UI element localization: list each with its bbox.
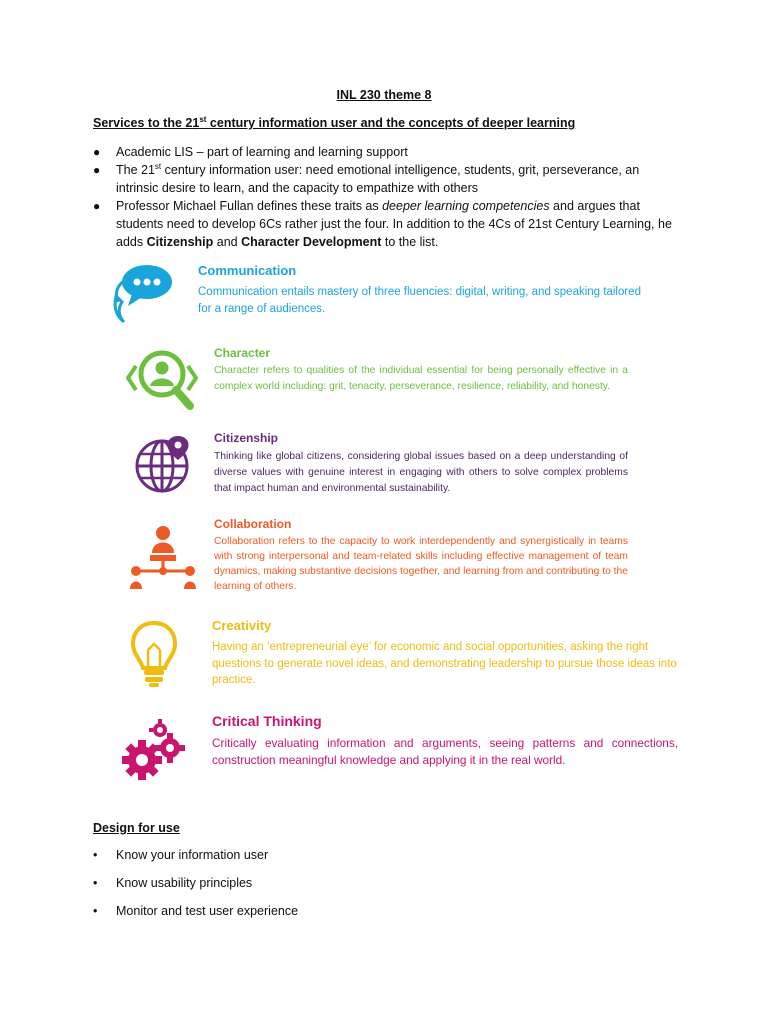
globe-pin-icon (132, 434, 194, 494)
bullet-text-post: century information user: need emotional intelligence, students, grit, perseverance, an intrinsic desire to learn, and the capacity to empathize with others (116, 163, 640, 195)
bullet-text: Academic LIS – part of learning and learning support (116, 145, 408, 159)
lightbulb-icon (130, 620, 178, 688)
creativity-title: Creativity (212, 618, 272, 633)
design-item (93, 903, 298, 931)
bullet-item (93, 161, 683, 197)
collaboration-title: Collaboration (214, 517, 292, 531)
citizenship-desc: Thinking like global citizens, considering global issues based on a deep understanding of diverse values with genuine interest in engaging with others to solve complex problems that impact human and environmental sustainability. (214, 451, 628, 494)
design-item (93, 847, 298, 875)
bullet-text-end: to the list. (381, 235, 439, 249)
bullet-sup: st (154, 161, 162, 171)
design-item-text: Know usability principles (116, 876, 253, 890)
bullet-dot-icon: ● (93, 145, 101, 159)
bullet-italic: deeper learning competencies (382, 199, 550, 213)
character-title: Character (214, 346, 271, 360)
character-desc: Character refers to qualities of the individual essential for being personally effective in a complex world including: grit, tenacity, perseverance, resilience, reliability, and honesty. (214, 365, 628, 392)
document-title: INL 230 theme 8 (336, 88, 432, 102)
subtitle-pre: Services to the 21 (93, 116, 200, 131)
bullet-dot-icon: • (93, 848, 98, 862)
gears-icon (120, 718, 190, 784)
design-item-text: Know your information user (116, 848, 269, 862)
critical-thinking-desc: Critically evaluating information and arguments, seeing patterns and connections, construction meaningful knowledge and applying it in the real world. (212, 736, 678, 767)
bullet-bold-citizenship: Citizenship (146, 235, 214, 249)
design-heading: Design for use (93, 821, 180, 835)
bullet-text-pre: The 21 (116, 163, 155, 177)
section-heading (93, 115, 575, 130)
creativity-desc: Having an ‘entrepreneurial eye’ for economic and social opportunities, asking the right questions to generate novel ideas, and demonstrating leadership to pursue those ideas into practice. (212, 641, 677, 686)
bullet-dot-icon: • (93, 876, 98, 890)
bullet-text-and: and (213, 235, 242, 249)
team-network-icon (128, 525, 198, 591)
bullet-bold-character: Character Development (241, 235, 382, 249)
subtitle-sup: st (199, 115, 207, 124)
bullet-item (93, 197, 683, 251)
critical-thinking-title: Critical Thinking (212, 713, 322, 729)
collaboration-desc: Collaboration refers to the capacity to work interdependently and synergistically in teams with strong interpersonal and team-related skills including effective management of team dynamics, making substantive decisions together, and learning from and contributing to the learning of others. (214, 536, 628, 592)
citizenship-title: Citizenship (214, 431, 279, 445)
design-bullet-list (93, 847, 298, 931)
communication-desc: Communication entails mastery of three fluencies: digital, writing, and speaking tailored for a range of audiences. (198, 286, 641, 315)
subtitle-post: century information user and the concepts of deeper learning (206, 116, 576, 131)
bullet-dot-icon: ● (93, 163, 101, 177)
design-item-text: Monitor and test user experience (116, 904, 299, 918)
design-item (93, 875, 298, 903)
bullet-text-pre: Professor Michael Fullan defines these traits as (116, 199, 383, 213)
bullet-dot-icon: • (93, 904, 98, 918)
speech-bubble-icon (108, 262, 174, 324)
bullet-text-mid: and argues that students need to develop 6Cs rather just the four. In addition to the 4Cs of 21st Century Learning, he adds (116, 199, 672, 249)
person-magnifier-icon (126, 348, 198, 412)
bullet-dot-icon: ● (93, 199, 101, 213)
intro-bullet-list (93, 143, 683, 251)
bullet-item (93, 143, 683, 161)
communication-title: Communication (198, 263, 297, 278)
